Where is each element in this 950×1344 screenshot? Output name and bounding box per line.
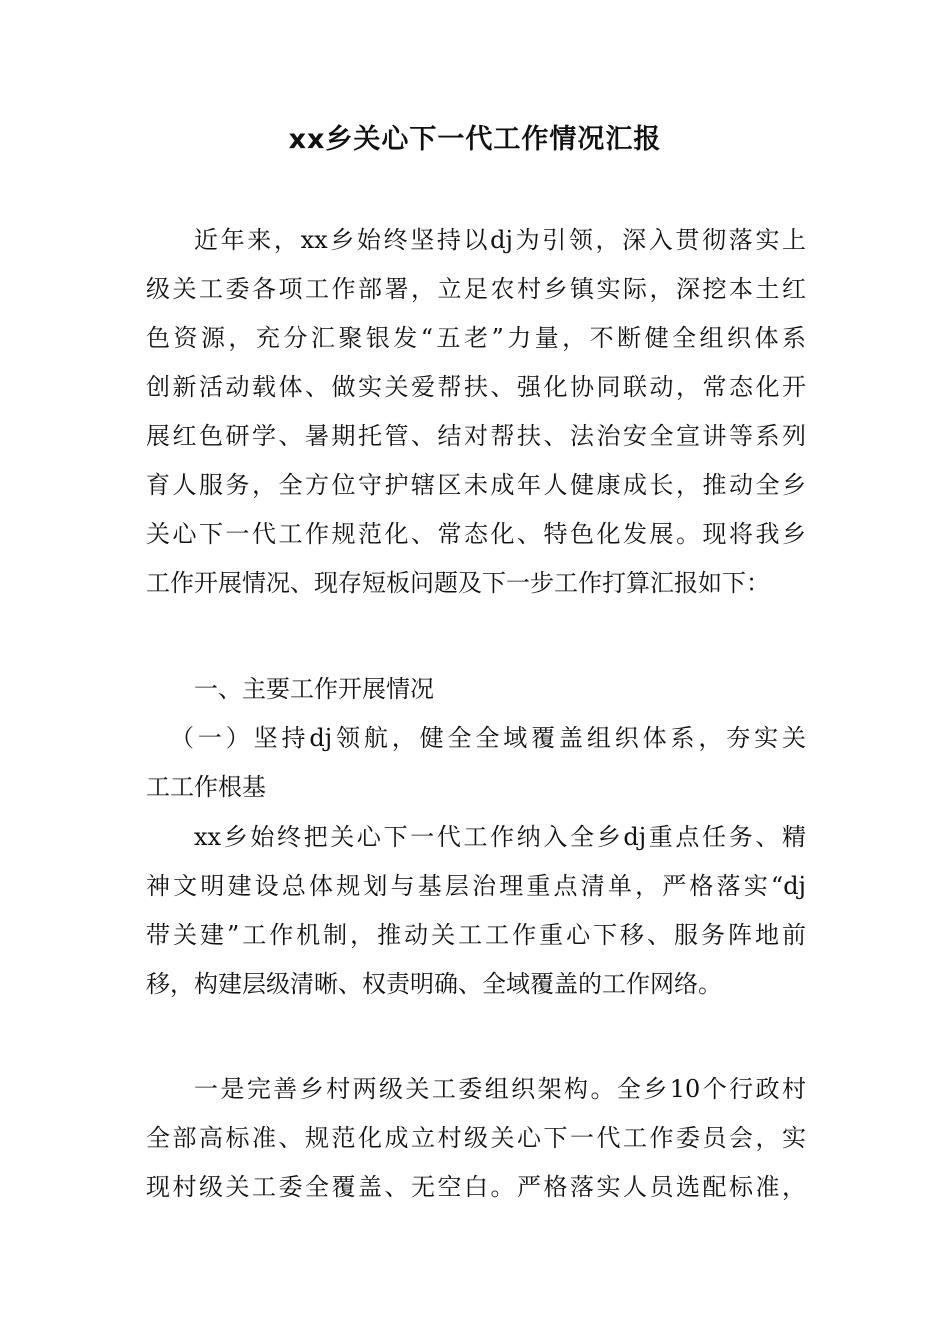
para3-line-2: 全部高标准、规范化成立村级关心下一代工作委员会，实: [146, 1124, 806, 1152]
para2-line-1: xx乡始终把关心下一代工作纳入全乡dj重点任务、精: [194, 823, 806, 851]
intro-line-2: 级关工委各项工作部署，立足农村乡镇实际，深挖本土红: [146, 275, 806, 303]
intro-line-4: 创新活动载体、做实关爱帮扶、强化协同联动，常态化开: [146, 373, 806, 401]
intro-line-6: 育人服务，全方位守护辖区未成年人健康成长，推动全乡: [146, 471, 806, 499]
intro-line-7: 关心下一代工作规范化、常态化、特色化发展。现将我乡: [146, 520, 806, 548]
intro-line-3: 色资源，充分汇聚银发“五老”力量，不断健全组织体系: [146, 324, 806, 352]
intro-line-8: 工作开展情况、现存短板问题及下一步工作打算汇报如下：: [146, 569, 770, 597]
para2-line-3: 带关建”工作机制，推动关工工作重心下移、服务阵地前: [146, 921, 806, 949]
subsection-heading-line-1: （一）坚持dj领航，健全全域覆盖组织体系，夯实关: [170, 724, 806, 752]
intro-line-1: 近年来，xx乡始终坚持以dj为引领，深入贯彻落实上: [194, 226, 806, 254]
document-title: xx乡关心下一代工作情况汇报: [288, 124, 662, 155]
para2-line-2: 神文明建设总体规划与基层治理重点清单，严格落实“dj: [146, 872, 806, 900]
para3-line-3: 现村级关工委全覆盖、无空白。严格落实人员选配标准，: [146, 1173, 806, 1201]
section-heading: 一、主要工作开展情况: [194, 675, 434, 703]
para2-line-4: 移，构建层级清晰、权责明确、全域覆盖的工作网络。: [146, 970, 722, 998]
intro-line-5: 展红色研学、暑期托管、结对帮扶、法治安全宣讲等系列: [146, 422, 806, 450]
subsection-heading-line-2: 工工作根基: [146, 773, 266, 801]
para3-line-1: 一是完善乡村两级关工委组织架构。全乡10个行政村: [194, 1075, 806, 1103]
